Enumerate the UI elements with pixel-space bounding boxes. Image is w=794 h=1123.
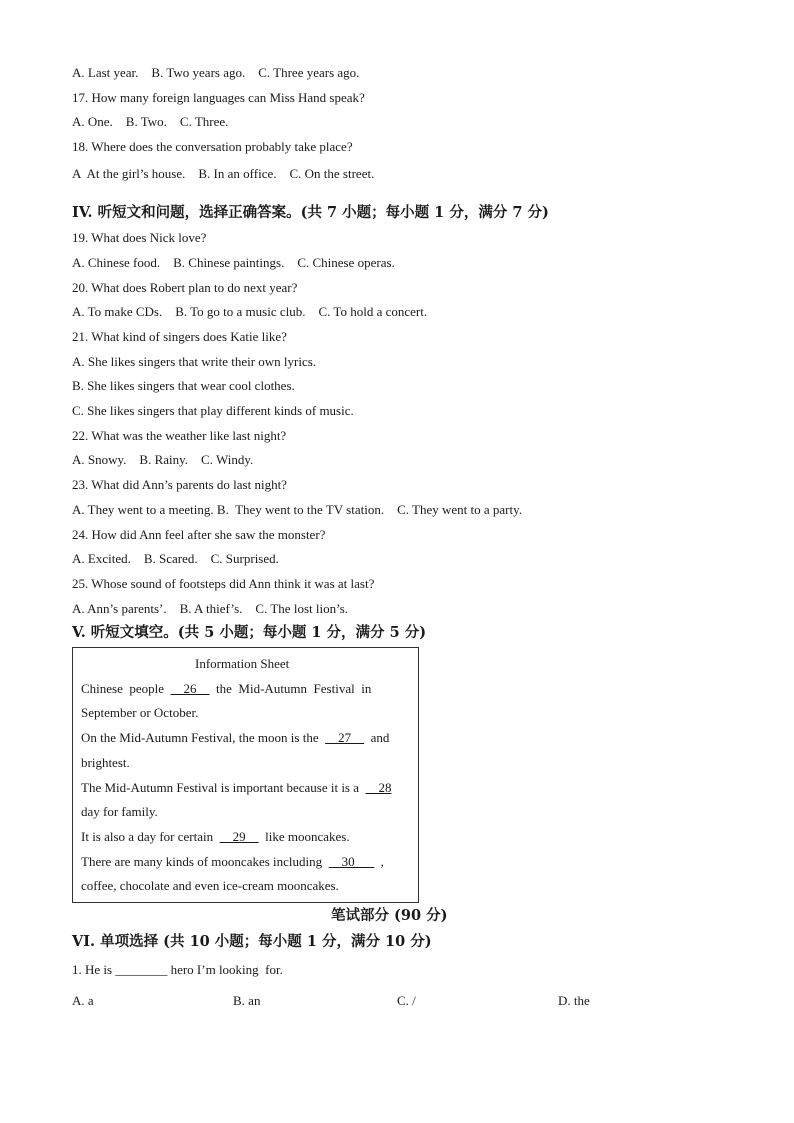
- line-2: A. One. B. Two. C. Three.: [72, 114, 229, 129]
- box-line-8: [81, 854, 384, 870]
- box-text: and: [364, 730, 390, 745]
- box-line-1: [81, 681, 371, 697]
- box-text: On the Mid-Autumn Festival, the moon is the: [81, 730, 326, 745]
- blank-28: 28: [365, 780, 392, 795]
- line-1: 17. How many foreign languages can Miss Hand speak?: [72, 90, 365, 105]
- s4-line-8: 22. What was the weather like last night?: [72, 428, 287, 443]
- s4-line-10: 23. What did Ann’s parents do last night?: [72, 477, 287, 492]
- line-4: A At the girl’s house. B. In an office. C. On the street.: [72, 166, 375, 181]
- option-b: B. an: [233, 993, 261, 1008]
- line-0: A. Last year. B. Two years ago. C. Three years ago.: [72, 65, 360, 80]
- section-6-heading: VI. 单项选择 (共 10 小题；每小题 1 分，满分 10 分): [72, 933, 432, 950]
- blank-26: 26: [170, 681, 210, 696]
- s4-line-4: 21. What kind of singers does Katie like?: [72, 329, 287, 344]
- box-text: The Mid-Autumn Festival is important because it is a: [81, 780, 366, 795]
- s4-line-11: A. They went to a meeting. B. They went to the TV station. C. They went to a party.: [72, 502, 522, 517]
- s4-line-15: A. Ann’s parents’. B. A thief’s. C. The lost lion’s.: [72, 601, 349, 616]
- line-3: 18. Where does the conversation probably take place?: [72, 139, 353, 154]
- box-text: Chinese people: [81, 681, 171, 696]
- box-line-6: day for family.: [81, 804, 158, 819]
- box-text: It is also a day for certain: [81, 829, 220, 844]
- blank-30: 30: [328, 854, 375, 869]
- s4-line-2: 20. What does Robert plan to do next year?: [72, 280, 298, 295]
- box-line-3: [81, 730, 389, 746]
- box-line-7: [81, 829, 350, 845]
- box-line-9: coffee, chocolate and even ice-cream mooncakes.: [81, 878, 339, 893]
- s4-line-0: 19. What does Nick love?: [72, 230, 207, 245]
- written-part-title: 笔试部分 (90 分): [331, 907, 448, 924]
- question-1: 1. He is ________ hero I’m looking for.: [72, 962, 283, 977]
- box-text: ,: [374, 854, 384, 869]
- section-5-heading: V. 听短文填空。(共 5 小题；每小题 1 分，满分 5 分): [72, 624, 427, 641]
- option-c: C. /: [397, 993, 416, 1008]
- box-line-2: September or October.: [81, 705, 199, 720]
- s4-line-13: A. Excited. B. Scared. C. Surprised.: [72, 551, 279, 566]
- s4-line-1: A. Chinese food. B. Chinese paintings. C. Chinese operas.: [72, 255, 395, 270]
- section-4-heading: IV. 听短文和问题，选择正确答案。(共 7 小题；每小题 1 分，满分 7 分): [72, 204, 549, 221]
- s4-line-5: A. She likes singers that write their own lyrics.: [72, 354, 317, 369]
- s4-line-7: C. She likes singers that play different kinds of music.: [72, 403, 354, 418]
- box-text: There are many kinds of mooncakes including: [81, 854, 329, 869]
- box-text: the Mid-Autumn Festival in: [209, 681, 372, 696]
- s4-line-6: B. She likes singers that wear cool clothes.: [72, 378, 295, 393]
- information-sheet-title: Information Sheet: [195, 656, 290, 671]
- option-d: D. the: [558, 993, 590, 1008]
- blank-27: 27: [325, 730, 365, 745]
- option-a: A. a: [72, 993, 94, 1008]
- box-line-5: [81, 780, 392, 796]
- s4-line-14: 25. Whose sound of footsteps did Ann think it was at last?: [72, 576, 375, 591]
- s4-line-3: A. To make CDs. B. To go to a music club. C. To hold a concert.: [72, 304, 428, 319]
- blank-29: 29: [219, 829, 259, 844]
- box-line-4: brightest.: [81, 755, 130, 770]
- box-text: like mooncakes.: [258, 829, 350, 844]
- s4-line-12: 24. How did Ann feel after she saw the monster?: [72, 527, 326, 542]
- s4-line-9: A. Snowy. B. Rainy. C. Windy.: [72, 452, 254, 467]
